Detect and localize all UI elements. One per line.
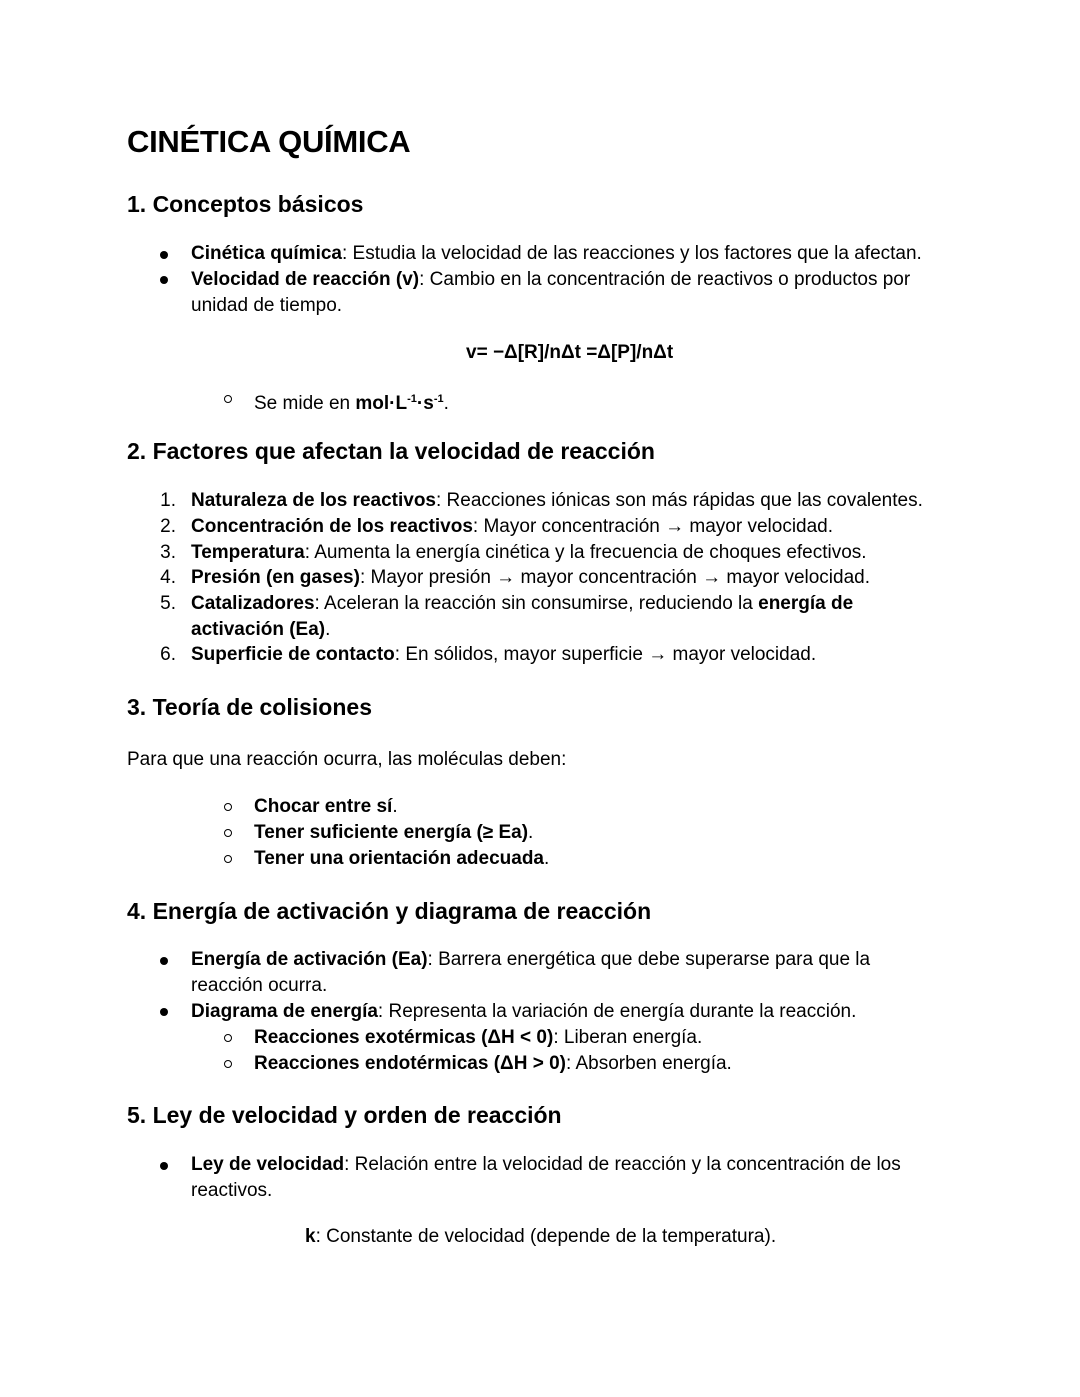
list-number: 4.: [160, 567, 176, 588]
list-item: Cinética química: Estudia la velocidad de las reacciones y los factores que la afectan.: [191, 243, 922, 264]
bullet-icon: [160, 251, 168, 259]
list-item: Ley de velocidad: Relación entre la velocidad de reacción y la concentración de los: [191, 1154, 901, 1175]
section-heading-4: 4. Energía de activación y diagrama de reacción: [127, 898, 652, 924]
list-number: 5.: [160, 593, 176, 614]
list-item: Energía de activación (Ea): Barrera energética que debe superarse para que la: [191, 949, 871, 970]
sub-bullet-icon: [224, 803, 232, 811]
bullet-icon: [160, 1162, 168, 1170]
list-item: Temperatura: Aumenta la energía cinética y la frecuencia de choques efectivos.: [191, 542, 867, 563]
section-heading-3: 3. Teoría de colisiones: [127, 694, 372, 720]
sub-list-item: Tener una orientación adecuada.: [254, 848, 550, 869]
sub-bullet-icon: [224, 829, 232, 837]
sub-bullet-icon: [224, 1060, 232, 1068]
sub-list-item: Reacciones endotérmicas (ΔH > 0): Absorben energía.: [254, 1053, 732, 1074]
bullet-icon: [160, 276, 168, 284]
page-title: CINÉTICA QUÍMICA: [127, 124, 411, 159]
list-item: Diagrama de energía: Representa la variación de energía durante la reacción.: [191, 1001, 857, 1022]
rate-formula: v= −Δ[R]/nΔt =Δ[P]/nΔt: [466, 342, 674, 363]
section-heading-2: 2. Factores que afectan la velocidad de reacción: [127, 438, 655, 464]
sub-list-item: Reacciones exotérmicas (ΔH < 0): Liberan energía.: [254, 1027, 703, 1048]
list-item: Catalizadores: Aceleran la reacción sin consumirse, reduciendo la energía de: [191, 593, 854, 614]
section-heading-5: 5. Ley de velocidad y orden de reacción: [127, 1102, 562, 1128]
list-item: Concentración de los reactivos: Mayor concentración → mayor velocidad.: [191, 516, 834, 537]
list-number: 2.: [160, 516, 176, 537]
section-heading-1: 1. Conceptos básicos: [127, 191, 364, 217]
sub-list-item: Chocar entre sí.: [254, 796, 398, 817]
sub-list-item: Tener suficiente energía (≥ Ea).: [254, 822, 534, 843]
list-item-continuation: activación (Ea).: [191, 619, 331, 640]
list-item-continuation: reactivos.: [191, 1180, 273, 1201]
list-number: 6.: [160, 644, 176, 665]
list-item-continuation: reacción ocurra.: [191, 975, 328, 996]
rate-constant-note: k: Constante de velocidad (depende de la temperatura).: [305, 1226, 777, 1247]
sub-bullet-icon: [224, 1034, 232, 1042]
list-number: 3.: [160, 542, 176, 563]
list-item: Naturaleza de los reactivos: Reacciones iónicas son más rápidas que las covalentes.: [191, 490, 923, 511]
bullet-icon: [160, 1008, 168, 1016]
list-item-continuation: unidad de tiempo.: [191, 295, 343, 316]
list-number: 1.: [160, 490, 176, 511]
bullet-icon: [160, 957, 168, 965]
sub-bullet-icon: [224, 855, 232, 863]
list-item: Presión (en gases): Mayor presión → mayor concentración → mayor velocidad.: [191, 567, 870, 588]
sub-list-item: Se mide en $mol\cdot L^{-1}\cdot s^{-1}$.: [254, 393, 449, 414]
sub-bullet-icon: [224, 395, 232, 403]
section-intro: Para que una reacción ocurra, las moléculas deben:: [127, 749, 567, 770]
list-item: Superficie de contacto: En sólidos, mayor superficie → mayor velocidad.: [191, 644, 817, 665]
list-item: Velocidad de reacción (v): Cambio en la concentración de reactivos o productos por: [191, 269, 911, 290]
